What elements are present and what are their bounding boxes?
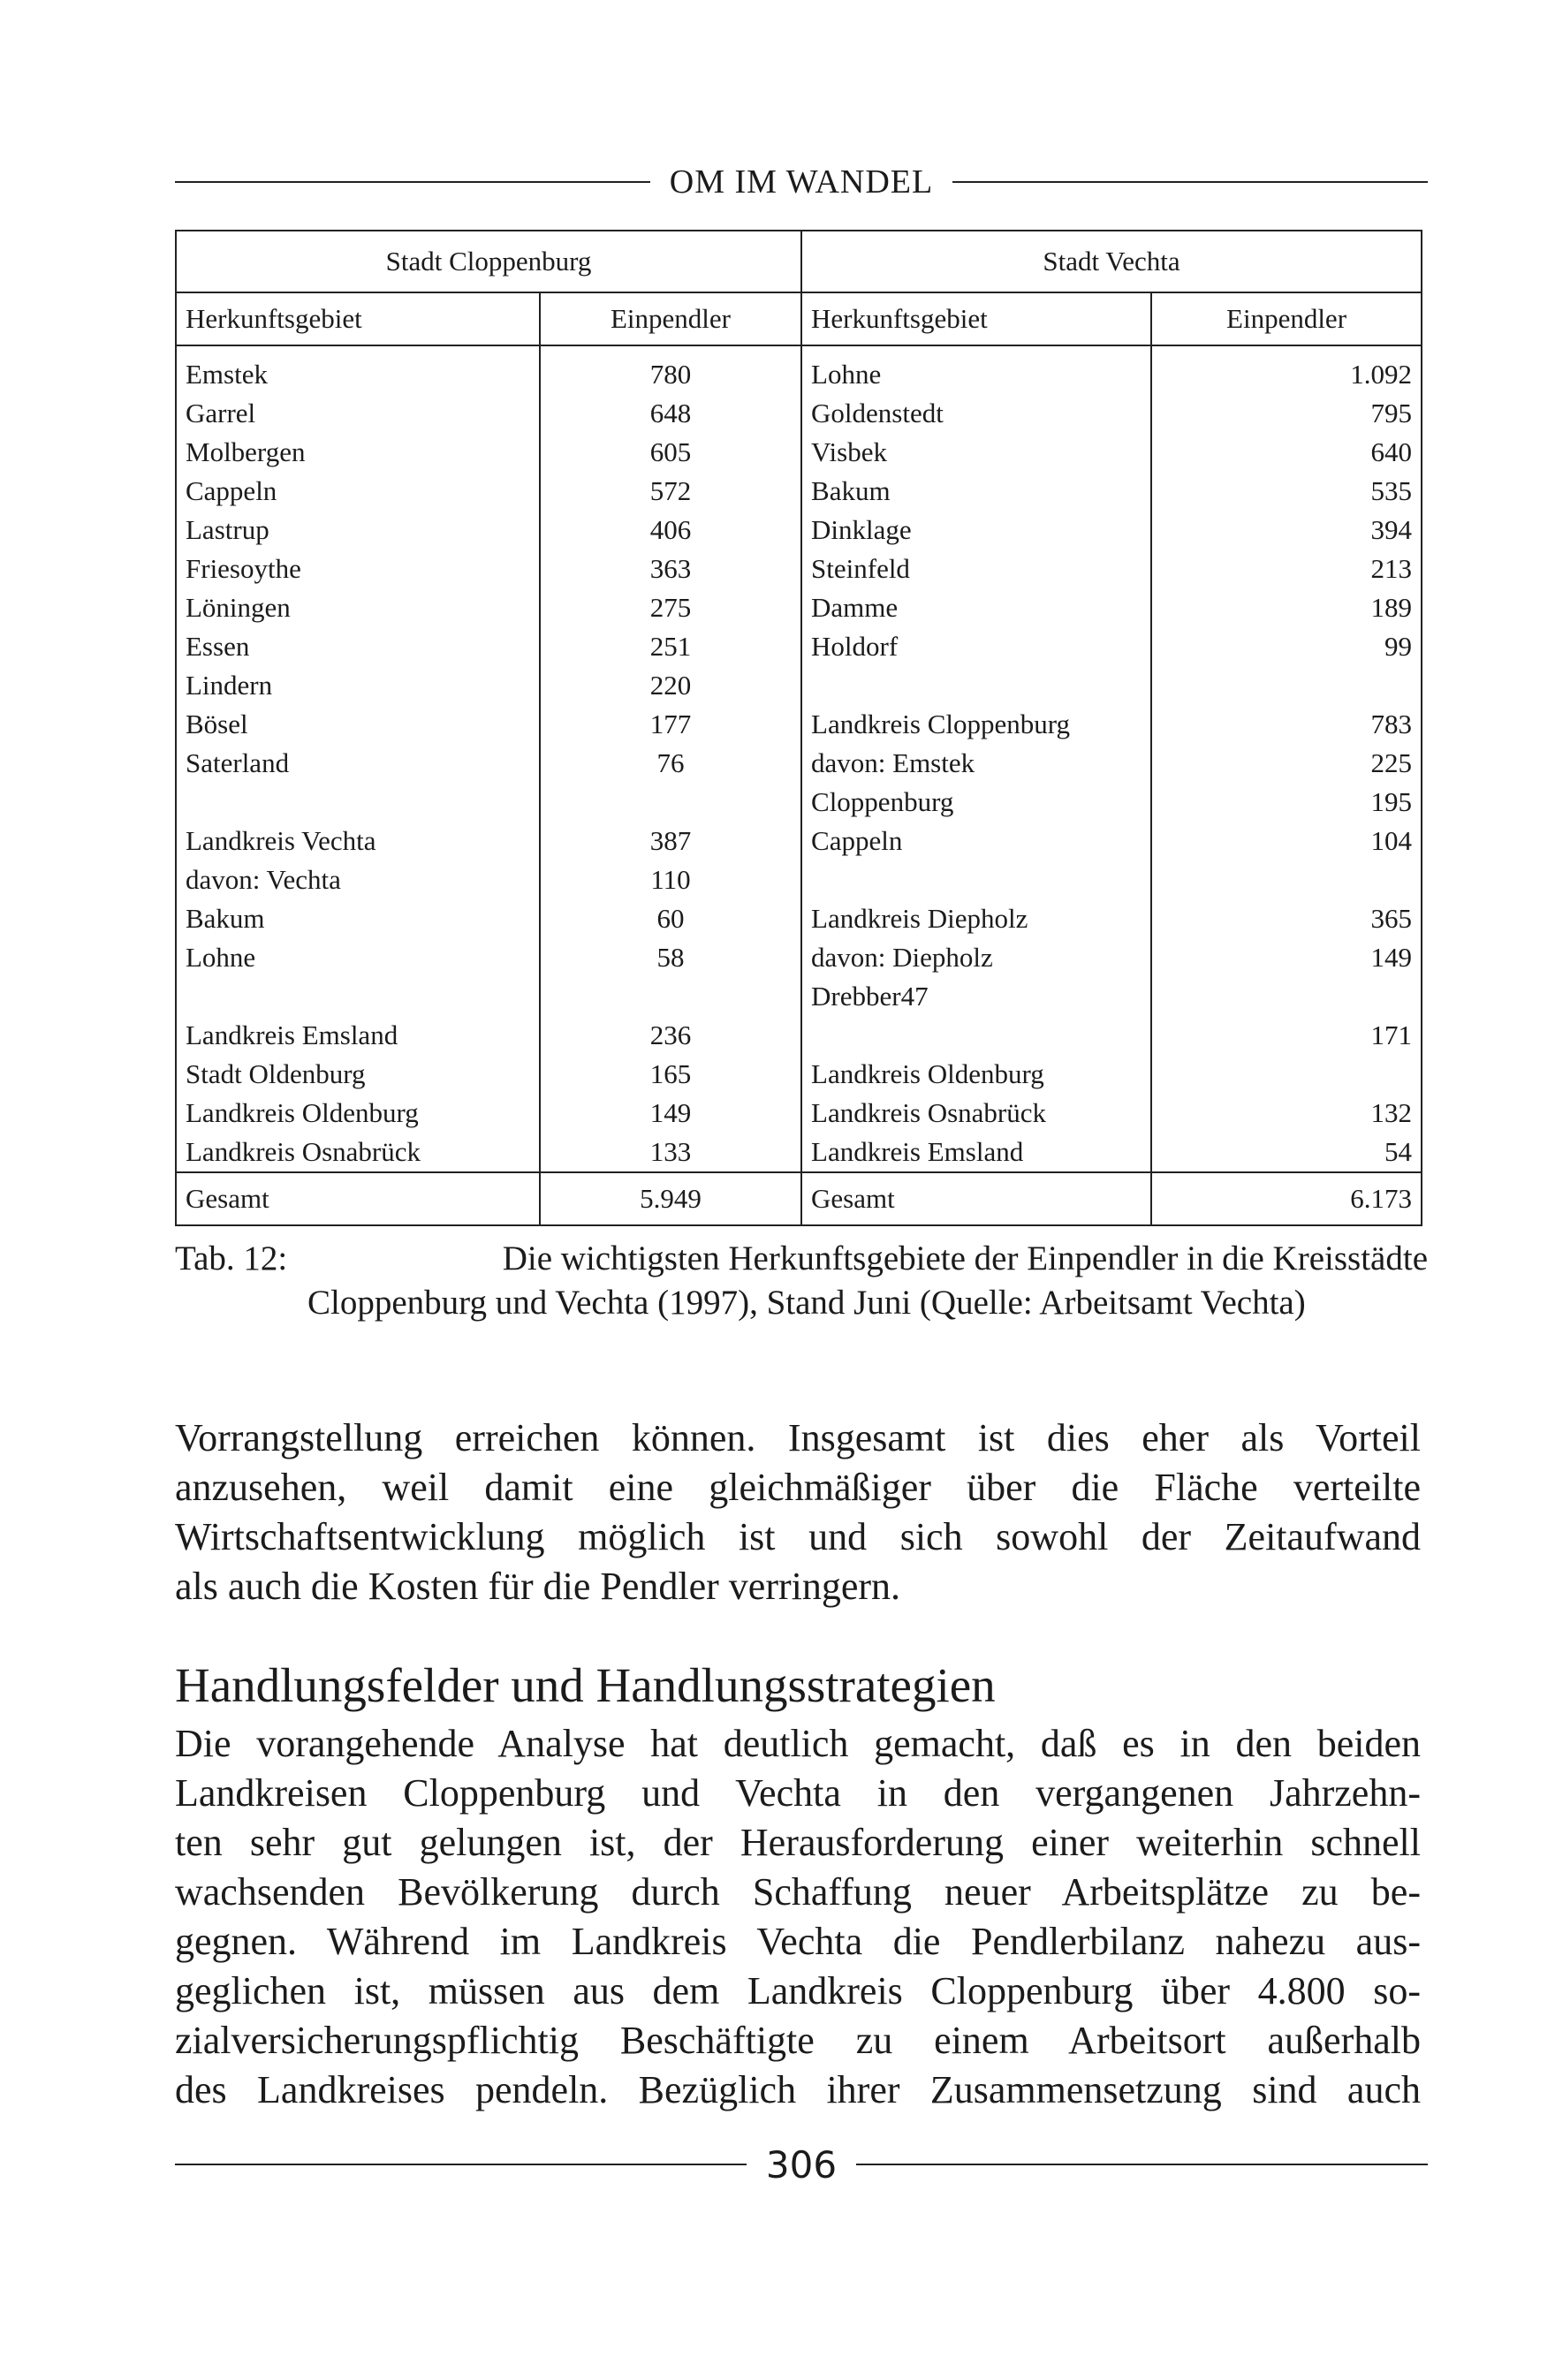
right-origin-cell: Landkreis Osnabrück bbox=[801, 1094, 1151, 1133]
right-origin-cell: Visbek bbox=[801, 433, 1151, 472]
right-origin-cell: Damme bbox=[801, 588, 1151, 627]
right-origin-cell bbox=[801, 1016, 1151, 1055]
left-origin-cell bbox=[176, 977, 540, 1016]
right-origin-cell: Cappeln bbox=[801, 822, 1151, 860]
page-footer bbox=[175, 2138, 1428, 2191]
right-origin-cell: Holdorf bbox=[801, 627, 1151, 666]
caption-label: Tab. 12: bbox=[175, 1239, 288, 1277]
right-total-label: Gesamt bbox=[801, 1172, 1151, 1225]
right-origin-cell: Landkreis Emsland bbox=[801, 1133, 1151, 1172]
left-origin-cell: Friesoythe bbox=[176, 550, 540, 588]
left-commuters-cell: 251 bbox=[540, 627, 801, 666]
caption-text-2: Cloppenburg und Vechta (1997), Stand Juni (Quelle: Arbeitsamt Vechta) bbox=[307, 1284, 1306, 1322]
left-commuters-cell: 605 bbox=[540, 433, 801, 472]
right-origin-cell: davon: Emstek bbox=[801, 744, 1151, 783]
paragraph-1-line: als auch die Kosten für die Pendler verringern. bbox=[175, 1565, 901, 1608]
right-commuters-cell bbox=[1151, 977, 1422, 1016]
paragraph-2-line: des Landkreises pendeln. Bezüglich ihrer Zusammensetzung sind auch bbox=[175, 2068, 1421, 2111]
left-origin-cell: Lohne bbox=[176, 938, 540, 977]
left-commuters-cell: 60 bbox=[540, 899, 801, 938]
running-head-title: OM IM WANDEL bbox=[669, 163, 934, 201]
footer-rule-left bbox=[175, 2164, 747, 2165]
paragraph-2 bbox=[175, 1719, 1421, 2115]
table-row bbox=[176, 705, 1422, 744]
table-row bbox=[176, 627, 1422, 666]
left-commuters-cell: 236 bbox=[540, 1016, 801, 1055]
left-commuters-cell: 780 bbox=[540, 345, 801, 394]
left-commuters-cell: 387 bbox=[540, 822, 801, 860]
right-commuters-cell: 394 bbox=[1151, 511, 1422, 550]
left-origin-cell: Essen bbox=[176, 627, 540, 666]
left-origin-cell: Lindern bbox=[176, 666, 540, 705]
table-row bbox=[176, 977, 1422, 1016]
left-total-value: 5.949 bbox=[540, 1172, 801, 1225]
right-origin-cell: Drebber47 bbox=[801, 977, 1151, 1016]
right-commuters-cell: 104 bbox=[1151, 822, 1422, 860]
left-commuters-cell: 406 bbox=[540, 511, 801, 550]
left-city-header: Stadt Cloppenburg bbox=[176, 231, 801, 292]
left-origin-cell: Landkreis Oldenburg bbox=[176, 1094, 540, 1133]
left-origin-cell: Emstek bbox=[176, 345, 540, 394]
table-row bbox=[176, 938, 1422, 977]
right-origin-cell: Goldenstedt bbox=[801, 394, 1151, 433]
left-commuters-cell: 133 bbox=[540, 1133, 801, 1172]
running-head bbox=[175, 155, 1428, 208]
right-commuters-cell bbox=[1151, 666, 1422, 705]
left-origin-cell: Cappeln bbox=[176, 472, 540, 511]
right-commuters-cell: 795 bbox=[1151, 394, 1422, 433]
right-origin-cell: Landkreis Cloppenburg bbox=[801, 705, 1151, 744]
paragraph-1-line: Wirtschaftsentwicklung möglich ist und sich sowohl der Zeitaufwand bbox=[175, 1515, 1421, 1558]
right-origin-cell: Lohne bbox=[801, 345, 1151, 394]
left-origin-header: Herkunftsgebiet bbox=[176, 292, 540, 345]
paragraph-2-line: gegnen. Während im Landkreis Vechta die Pendlerbilanz nahezu aus- bbox=[175, 1920, 1421, 1963]
paragraph-1-line: anzusehen, weil damit eine gleichmäßiger über die Fläche verteilte bbox=[175, 1466, 1421, 1509]
right-commuters-header: Einpendler bbox=[1151, 292, 1422, 345]
right-commuters-cell: 535 bbox=[1151, 472, 1422, 511]
left-origin-cell: Molbergen bbox=[176, 433, 540, 472]
table-city-header-row bbox=[176, 231, 1422, 292]
right-origin-cell bbox=[801, 860, 1151, 899]
table-row bbox=[176, 860, 1422, 899]
left-origin-cell bbox=[176, 783, 540, 822]
right-commuters-cell bbox=[1151, 1055, 1422, 1094]
table-row bbox=[176, 744, 1422, 783]
right-origin-cell: Dinklage bbox=[801, 511, 1151, 550]
table-row bbox=[176, 433, 1422, 472]
left-origin-cell: Stadt Oldenburg bbox=[176, 1055, 540, 1094]
right-origin-header: Herkunftsgebiet bbox=[801, 292, 1151, 345]
table-row bbox=[176, 588, 1422, 627]
paragraph-2-line: zialversicherungspflichtig Beschäftigte zu einem Arbeitsort außerhalb bbox=[175, 2019, 1421, 2062]
table-row bbox=[176, 1016, 1422, 1055]
paragraph-2-line: Die vorangehende Analyse hat deutlich gemacht, daß es in den beiden bbox=[175, 1722, 1421, 1765]
left-commuters-cell: 177 bbox=[540, 705, 801, 744]
right-commuters-cell: 213 bbox=[1151, 550, 1422, 588]
right-origin-cell: Bakum bbox=[801, 472, 1151, 511]
right-origin-cell: davon: Diepholz bbox=[801, 938, 1151, 977]
right-commuters-cell: 132 bbox=[1151, 1094, 1422, 1133]
table-total-row bbox=[176, 1172, 1422, 1225]
left-commuters-cell: 110 bbox=[540, 860, 801, 899]
table-row bbox=[176, 822, 1422, 860]
left-origin-cell: Landkreis Vechta bbox=[176, 822, 540, 860]
table-row bbox=[176, 1133, 1422, 1172]
left-origin-cell: Landkreis Emsland bbox=[176, 1016, 540, 1055]
paragraph-2-line: wachsenden Bevölkerung durch Schaffung neuer Arbeitsplätze zu be- bbox=[175, 1870, 1421, 1914]
table-row bbox=[176, 1094, 1422, 1133]
left-origin-cell: Garrel bbox=[176, 394, 540, 433]
footer-rule-right bbox=[856, 2164, 1428, 2165]
paragraph-1-line: Vorrangstellung erreichen können. Insgesamt ist dies eher als Vorteil bbox=[175, 1416, 1421, 1459]
left-origin-cell: Lastrup bbox=[176, 511, 540, 550]
table-caption bbox=[175, 1237, 1428, 1325]
left-commuters-cell bbox=[540, 977, 801, 1016]
table-row bbox=[176, 511, 1422, 550]
left-origin-cell: Saterland bbox=[176, 744, 540, 783]
paragraph-2-line: ten sehr gut gelungen ist, der Herausforderung einer weiterhin schnell bbox=[175, 1821, 1421, 1864]
right-commuters-cell: 171 bbox=[1151, 1016, 1422, 1055]
right-commuters-cell: 195 bbox=[1151, 783, 1422, 822]
table-row bbox=[176, 345, 1422, 394]
table-row bbox=[176, 394, 1422, 433]
right-commuters-cell: 54 bbox=[1151, 1133, 1422, 1172]
caption-text-1: Die wichtigsten Herkunftsgebiete der Einpendler in die Kreisstädte bbox=[502, 1239, 1428, 1277]
left-origin-cell: Landkreis Osnabrück bbox=[176, 1133, 540, 1172]
left-origin-cell: Bösel bbox=[176, 705, 540, 744]
table-body bbox=[176, 345, 1422, 1172]
right-origin-cell: Steinfeld bbox=[801, 550, 1151, 588]
paragraph-2-line: Landkreisen Cloppenburg und Vechta in den vergangenen Jahrzehn- bbox=[175, 1771, 1421, 1815]
paragraph-2-line: geglichen ist, müssen aus dem Landkreis Cloppenburg über 4.800 so- bbox=[175, 1969, 1421, 2012]
page-number: 306 bbox=[765, 2142, 838, 2187]
right-commuters-cell: 640 bbox=[1151, 433, 1422, 472]
left-commuters-cell: 363 bbox=[540, 550, 801, 588]
right-origin-cell: Landkreis Diepholz bbox=[801, 899, 1151, 938]
caption-line-1 bbox=[175, 1237, 1428, 1281]
right-commuters-cell: 149 bbox=[1151, 938, 1422, 977]
right-commuters-cell bbox=[1151, 860, 1422, 899]
left-commuters-cell: 165 bbox=[540, 1055, 801, 1094]
left-commuters-cell: 149 bbox=[540, 1094, 801, 1133]
left-total-label: Gesamt bbox=[176, 1172, 540, 1225]
left-commuters-cell: 76 bbox=[540, 744, 801, 783]
left-commuters-cell: 275 bbox=[540, 588, 801, 627]
right-commuters-cell: 365 bbox=[1151, 899, 1422, 938]
left-origin-cell: Bakum bbox=[176, 899, 540, 938]
right-total-value: 6.173 bbox=[1151, 1172, 1422, 1225]
right-city-header: Stadt Vechta bbox=[801, 231, 1422, 292]
right-commuters-cell: 1.092 bbox=[1151, 345, 1422, 394]
table-row bbox=[176, 1055, 1422, 1094]
left-origin-cell: Löningen bbox=[176, 588, 540, 627]
running-head-rule-right bbox=[952, 181, 1428, 183]
table-row bbox=[176, 899, 1422, 938]
right-origin-cell: Landkreis Oldenburg bbox=[801, 1055, 1151, 1094]
right-origin-cell bbox=[801, 666, 1151, 705]
table-row bbox=[176, 472, 1422, 511]
right-commuters-cell: 225 bbox=[1151, 744, 1422, 783]
table-column-header-row bbox=[176, 292, 1422, 345]
section-heading: Handlungsfelder und Handlungsstrategien bbox=[175, 1658, 996, 1712]
right-commuters-cell: 99 bbox=[1151, 627, 1422, 666]
right-commuters-cell: 783 bbox=[1151, 705, 1422, 744]
left-commuters-header: Einpendler bbox=[540, 292, 801, 345]
table-row bbox=[176, 666, 1422, 705]
right-commuters-cell: 189 bbox=[1151, 588, 1422, 627]
table-row bbox=[176, 550, 1422, 588]
left-commuters-cell: 58 bbox=[540, 938, 801, 977]
left-commuters-cell: 572 bbox=[540, 472, 801, 511]
paragraph-1 bbox=[175, 1414, 1421, 1611]
left-commuters-cell: 648 bbox=[540, 394, 801, 433]
left-commuters-cell bbox=[540, 783, 801, 822]
left-origin-cell: davon: Vechta bbox=[176, 860, 540, 899]
left-commuters-cell: 220 bbox=[540, 666, 801, 705]
running-head-rule-left bbox=[175, 181, 650, 183]
commuter-table bbox=[175, 230, 1422, 1226]
right-origin-cell: Cloppenburg bbox=[801, 783, 1151, 822]
table-row bbox=[176, 783, 1422, 822]
commuter-table-container bbox=[175, 230, 1421, 1226]
